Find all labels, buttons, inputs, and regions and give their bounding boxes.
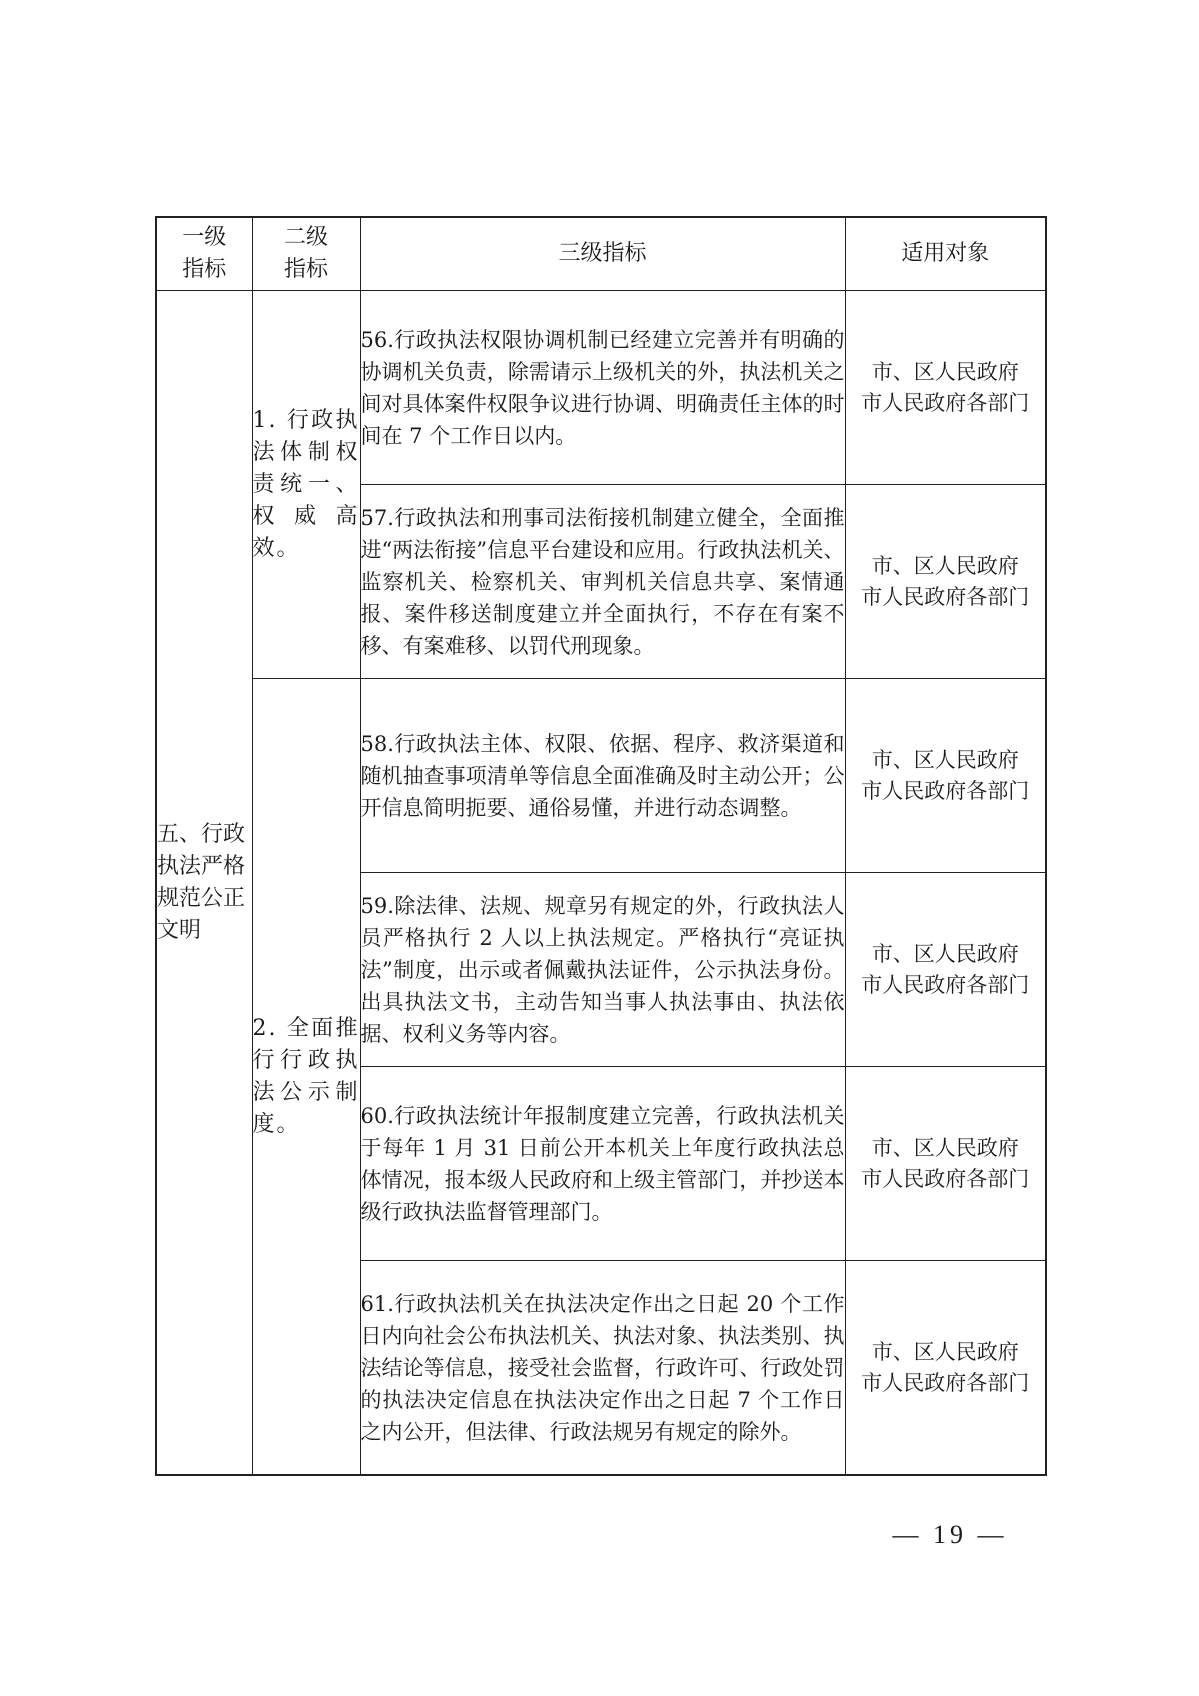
scope-line: 市、区人民政府 (871, 941, 1019, 966)
item-59: 59.除法律、法规、规章另有规定的外，行政执法人员严格执行 2 人以上执法规定。严格执行“亮证执法”制度，出示或者佩戴执法证件，公示执法身份。出具执法文书，主动告知当事人执法事由、执法依据、权利义务等内容。 (360, 873, 845, 1067)
scope-cell (845, 485, 1046, 679)
indicator-table (155, 216, 1047, 1476)
item-61: 61.行政执法机关在执法决定作出之日起 20 个工作日内向社会公布执法机关、执法对象、执法类别、执法结论等信息，接受社会监督，行政许可、行政处罚的执法决定信息在执法决定作出之日起 7 个工作日之内公开，但法律、行政法规另有规定的除外。 (360, 1261, 845, 1476)
scope-line: 市、区人民政府 (871, 359, 1019, 384)
scope-line: 市人民政府各部门 (861, 1370, 1030, 1395)
header-level1: 一级 指标 (156, 217, 252, 291)
item-58: 58.行政执法主体、权限、依据、程序、救济渠道和随机抽查事项清单等信息全面准确及时主动公开；公开信息简明扼要、通俗易懂，并进行动态调整。 (360, 679, 845, 873)
header-level3: 三级指标 (360, 217, 845, 291)
page-number: — 19 — (892, 1520, 1008, 1549)
level2-group-1: 1. 行政执法体制权责统一、权威高效。 (252, 291, 360, 679)
scope-line: 市人民政府各部门 (861, 390, 1030, 415)
item-56: 56.行政执法权限协调机制已经建立完善并有明确的协调机关负责，除需请示上级机关的外，执法机关之间对具体案件权限争议进行协调、明确责任主体的时间在 7 个工作日以内。 (360, 291, 845, 485)
level2-group-2: 2. 全面推行行政执法公示制度。 (252, 679, 360, 1476)
scope-line: 市人民政府各部门 (861, 778, 1030, 803)
table-row (156, 679, 1046, 873)
header-level2: 二级 指标 (252, 217, 360, 291)
scope-cell (845, 873, 1046, 1067)
header-scope: 适用对象 (845, 217, 1046, 291)
level1-category: 五、行政执法严格规范公正文明 (156, 291, 252, 1476)
item-57: 57.行政执法和刑事司法衔接机制建立健全，全面推进“两法衔接”信息平台建设和应用。行政执法机关、监察机关、检察机关、审判机关信息共享、案情通报、案件移送制度建立并全面执行，不存在有案不移、有案难移、以罚代刑现象。 (360, 485, 845, 679)
scope-line: 市、区人民政府 (871, 1339, 1019, 1364)
table-header-row (156, 217, 1046, 291)
scope-cell (845, 1261, 1046, 1476)
item-60: 60.行政执法统计年报制度建立完善，行政执法机关于每年 1 月 31 日前公开本机关上年度行政执法总体情况，报本级人民政府和上级主管部门，并抄送本级行政执法监督管理部门。 (360, 1067, 845, 1261)
scope-line: 市人民政府各部门 (861, 1166, 1030, 1191)
table-row (156, 291, 1046, 485)
scope-cell (845, 291, 1046, 485)
scope-cell (845, 679, 1046, 873)
scope-line: 市、区人民政府 (871, 1135, 1019, 1160)
scope-cell (845, 1067, 1046, 1261)
scope-line: 市、区人民政府 (871, 747, 1019, 772)
scope-line: 市、区人民政府 (871, 553, 1019, 578)
scope-line: 市人民政府各部门 (861, 972, 1030, 997)
scope-line: 市人民政府各部门 (861, 584, 1030, 609)
